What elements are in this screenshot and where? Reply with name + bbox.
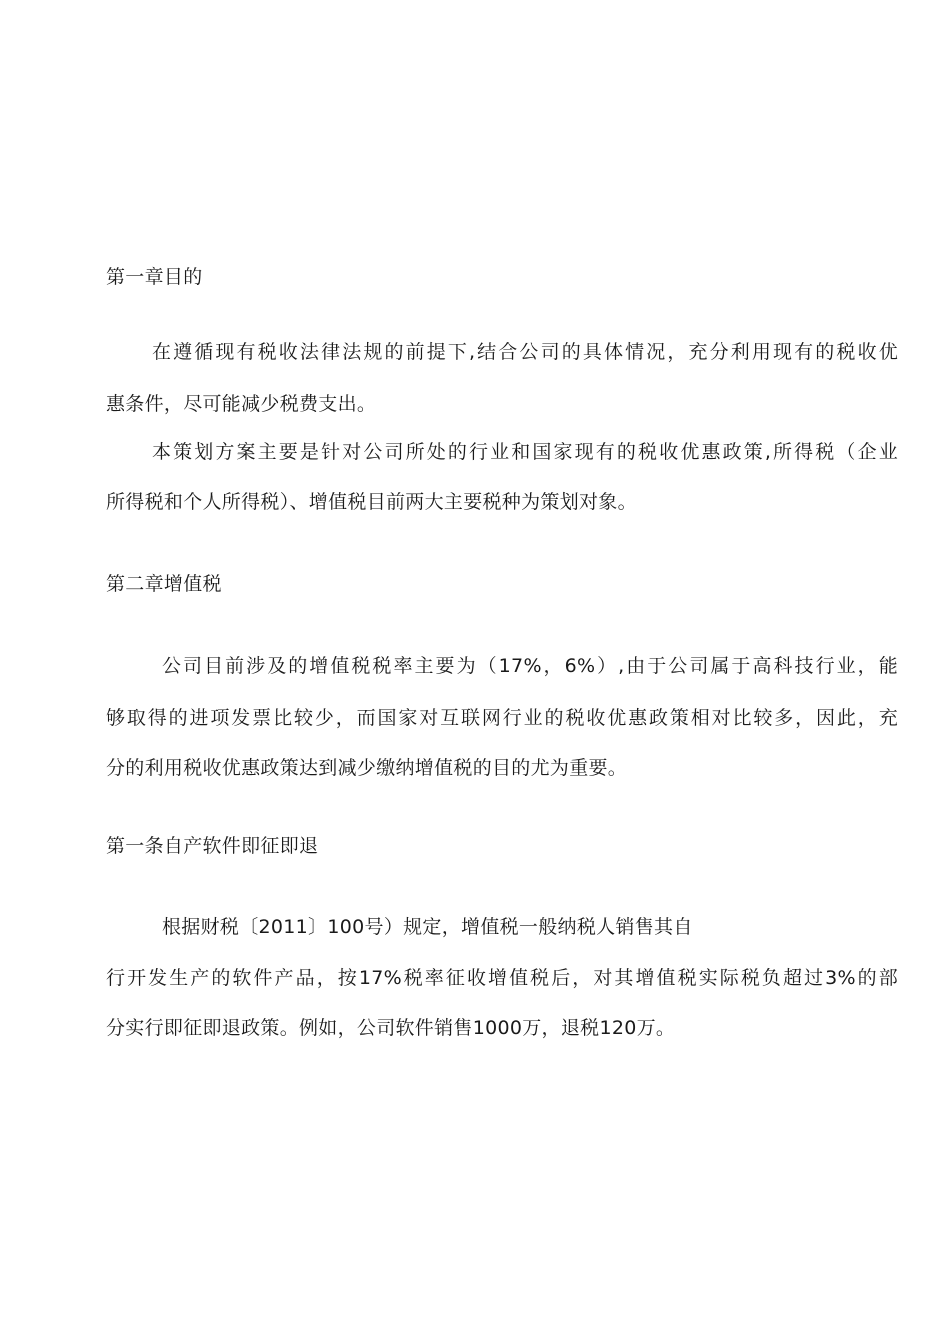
chapter2-para1-line1: 公司目前涉及的增值税税率主要为（17%，6%）,由于公司属于高科技行业，能 (162, 655, 898, 677)
chapter2-heading: 第二章增值税 (106, 573, 222, 595)
article1-line3: 分实行即征即退政策。例如，公司软件销售1000万，退税120万。 (106, 1017, 676, 1039)
chapter1-para2-line1: 本策划方案主要是针对公司所处的行业和国家现有的税收优惠政策,所得税（企业 (152, 441, 898, 463)
chapter2-para1-line2: 够取得的进项发票比较少，而国家对互联网行业的税收优惠政策相对比较多，因此，充 (106, 707, 898, 729)
chapter2-para1-line3: 分的利用税收优惠政策达到减少缴纳增值税的目的尤为重要。 (106, 757, 628, 779)
chapter1-para1-line1: 在遵循现有税收法律法规的前提下,结合公司的具体情况，充分利用现有的税收优 (152, 341, 898, 363)
article1-heading: 第一条自产软件即征即退 (106, 835, 319, 857)
article1-line2: 行开发生产的软件产品，按17%税率征收增值税后，对其增值税实际税负超过3%的部 (106, 967, 898, 989)
chapter1-heading: 第一章目的 (106, 266, 203, 288)
chapter1-para2-line2: 所得税和个人所得税）、增值税目前两大主要税种为策划对象。 (106, 491, 637, 513)
article1-line1: 根据财税〔2011〕100号）规定，增值税一般纳税人销售其自 (162, 916, 693, 938)
chapter1-para1-line2: 惠条件，尽可能减少税费支出。 (106, 393, 377, 415)
